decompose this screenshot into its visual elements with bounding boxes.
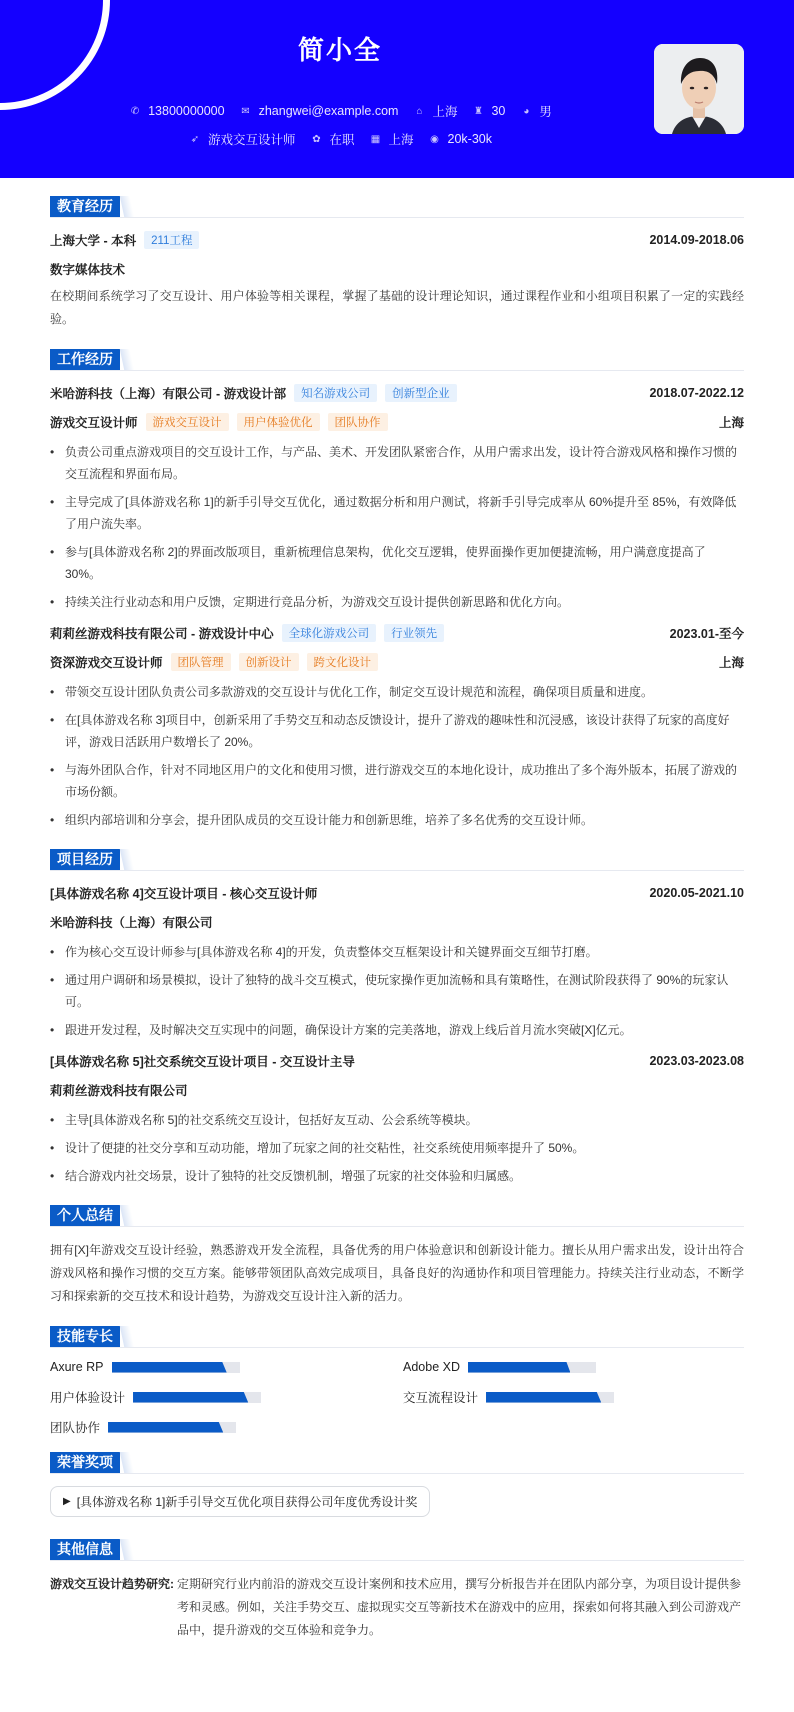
skill-progress-bar: [108, 1422, 236, 1433]
cake-icon: ♜: [473, 105, 483, 117]
mail-icon: ✉: [241, 105, 250, 117]
job-date: 2023.01-至今: [669, 627, 744, 641]
project-name: [具体游戏名称 4]交互设计项目 - 核心交互设计师: [50, 887, 318, 901]
skill-item: [403, 1390, 733, 1404]
age-item: ♜ 30: [471, 104, 505, 118]
skill-progress-fill: [486, 1392, 601, 1403]
section-header: [50, 1452, 744, 1474]
skills-section: [50, 1326, 744, 1434]
section-title: 荣誉奖项: [50, 1452, 120, 1473]
salary-icon: ◉: [430, 133, 439, 145]
section-title-decoration: [120, 1539, 134, 1560]
rocket-icon: ➶: [190, 133, 200, 145]
skill-progress-fill: [108, 1422, 223, 1433]
skills-grid: [50, 1360, 744, 1434]
project-header-row: [50, 1051, 744, 1071]
project-bullets: [50, 1109, 744, 1187]
position-title: 资深游戏交互设计师: [50, 656, 163, 670]
skill-progress-bar: [133, 1392, 261, 1403]
section-title: 教育经历: [50, 196, 120, 217]
list-item: • 通过用户调研和场景模拟，设计了独特的战斗交互模式，使玩家操作更加流畅和具有策略性，在测试阶段获得了 90%的玩家认可。: [50, 969, 744, 1013]
status-icon: ✿: [312, 133, 321, 145]
list-item: • 参与[具体游戏名称 2]的界面改版项目，重新梳理信息架构，优化交互逻辑，使界面操作更加便捷流畅，用户满意度提高了 30%。: [50, 541, 744, 585]
list-item: • 负责公司重点游戏项目的交互设计工作，与产品、美术、开发团队紧密合作，从用户需求出发，设计符合游戏风格和操作习惯的交互流程和界面布局。: [50, 441, 744, 485]
section-header: [50, 1539, 744, 1561]
residence-item: ⌂ 上海: [412, 102, 457, 120]
summary-text: 拥有[X]年游戏交互设计经验，熟悉游戏开发全流程，具备优秀的用户体验意识和创新设计能力。擅长从用户需求出发，设计出符合游戏风格和操作习惯的交互方案。能够带领团队高效完成项目，具备良好的沟通协作和项目管理能力。持续关注行业动态，不断学习和探索新的交互技术和设计趋势，为游戏交互设计注入新的活力。: [50, 1243, 744, 1303]
email-item[interactable]: ✉ zhangwei@example.com: [239, 104, 399, 118]
job-company-row: [50, 623, 744, 643]
job-position-row: [50, 412, 744, 432]
gender-item: ◕ 男: [519, 102, 552, 120]
target-position-item: ➶ 游戏交互设计师: [188, 130, 296, 148]
company-name: 莉莉丝游戏科技有限公司 - 游戏设计中心: [50, 627, 274, 641]
skill-progress-bar: [486, 1392, 614, 1403]
project-name: [具体游戏名称 5]社交系统交互设计项目 - 交互设计主导: [50, 1055, 355, 1069]
job-location: 上海: [718, 416, 744, 430]
job-company-row: [50, 383, 744, 403]
award-item[interactable]: [50, 1486, 430, 1517]
skill-name: Adobe XD: [403, 1360, 460, 1374]
section-header: [50, 849, 744, 871]
position-title: 游戏交互设计师: [50, 416, 138, 430]
section-title-decoration: [120, 1326, 134, 1347]
job-bullets: [50, 441, 744, 613]
skill-item: [50, 1420, 403, 1434]
project-company: 莉莉丝游戏科技有限公司: [50, 1084, 188, 1098]
company-tag: 创新型企业: [385, 384, 457, 402]
section-title: 个人总结: [50, 1205, 120, 1226]
list-item: • 结合游戏内社交场景，设计了独特的社交反馈机制，增强了玩家的社交体验和归属感。: [50, 1165, 744, 1187]
project-entry: [50, 1051, 744, 1187]
section-header: [50, 1205, 744, 1227]
company-name: 米哈游科技（上海）有限公司 - 游戏设计部: [50, 387, 287, 401]
list-item: • 在[具体游戏名称 3]项目中，创新采用了手势交互和动态反馈设计，提升了游戏的趣味性和沉浸感，该设计获得了玩家的高度好评，游戏日活跃用户数增长了 20%。: [50, 709, 744, 753]
work-section: [50, 349, 744, 831]
summary-section: [50, 1205, 744, 1308]
avatar-portrait-icon: [654, 44, 744, 134]
company-tag: 知名游戏公司: [294, 384, 377, 402]
list-item: • 设计了便捷的社交分享和互动功能，增加了玩家之间的社交粘性，社交系统使用频率提升了 50%。: [50, 1137, 744, 1159]
list-item: • 组织内部培训和分享会，提升团队成员的交互设计能力和创新思维，培养了多名优秀的交互设计师。: [50, 809, 744, 831]
candidate-name: 简小全: [297, 35, 382, 65]
resume-body: [0, 196, 794, 1648]
skill-item: [50, 1360, 403, 1374]
list-item: • 主导完成了[具体游戏名称 1]的新手引导交互优化，通过数据分析和用户测试，将新手引导完成率从 60%提升至 85%，有效降低了用户流失率。: [50, 491, 744, 535]
skill-progress-fill: [112, 1362, 227, 1373]
skill-name: 用户体验设计: [50, 1391, 126, 1405]
list-item: • 主导[具体游戏名称 5]的社交系统交互设计，包括好友互动、公会系统等模块。: [50, 1109, 744, 1131]
avatar: [654, 44, 744, 134]
skill-tag: 用户体验优化: [237, 413, 320, 431]
target-city-item: ▦ 上海: [369, 130, 414, 148]
skill-name: 团队协作: [50, 1421, 101, 1435]
project-company-row: [50, 1080, 744, 1100]
list-item: • 持续关注行业动态和用户反馈，定期进行竞品分析，为游戏交互设计提供创新思路和优化方向。: [50, 591, 744, 613]
project-company: 米哈游科技（上海）有限公司: [50, 916, 213, 930]
skill-item: [403, 1360, 733, 1374]
section-title-decoration: [120, 1452, 134, 1473]
salary-item: ◉ 20k-30k: [428, 132, 492, 146]
education-header-row: [50, 230, 744, 250]
job-location: 上海: [718, 656, 744, 670]
job-status-item: ✿ 在职: [310, 130, 355, 148]
section-title-decoration: [120, 349, 134, 370]
section-title-decoration: [120, 1205, 134, 1226]
education-section: [50, 196, 744, 331]
job-intent-row: [0, 130, 680, 148]
list-item: • 与海外团队合作，针对不同地区用户的文化和使用习惯，进行游戏交互的本地化设计，成功推出了多个海外版本，拓展了游戏的市场份额。: [50, 759, 744, 803]
skill-progress-bar: [468, 1362, 596, 1373]
other-info-item: [50, 1573, 744, 1642]
skill-tag: 游戏交互设计: [146, 413, 229, 431]
skill-tag: 跨文化设计: [307, 653, 379, 671]
job-entry: [50, 383, 744, 613]
job-bullets: [50, 681, 744, 831]
other-section: [50, 1539, 744, 1642]
education-description: 在校期间系统学习了交互设计、用户体验等相关课程，掌握了基础的设计理论知识，通过课程作业和小组项目积累了一定的实践经验。: [50, 289, 744, 326]
building-icon: ▦: [370, 133, 381, 145]
phone-item: ✆ 13800000000: [128, 104, 224, 118]
school-tag: 211工程: [144, 231, 199, 249]
company-tag: 行业领先: [384, 624, 444, 642]
contact-info-row: [0, 102, 680, 120]
project-header-row: [50, 883, 744, 903]
skill-tag: 创新设计: [239, 653, 299, 671]
project-bullets: [50, 941, 744, 1041]
project-company-row: [50, 912, 744, 932]
project-entry: [50, 883, 744, 1041]
skill-name: 交互流程设计: [403, 1391, 479, 1405]
award-text: [具体游戏名称 1]新手引导交互优化项目获得公司年度优秀设计奖: [76, 1495, 418, 1509]
resume-header: [0, 0, 794, 178]
education-date: 2014.09-2018.06: [649, 233, 744, 247]
section-title: 项目经历: [50, 849, 120, 870]
project-date: 2023.03-2023.08: [649, 1054, 744, 1068]
major: 数字媒体技术: [50, 263, 126, 277]
job-date: 2018.07-2022.12: [649, 386, 744, 400]
school-name: 上海大学 - 本科: [50, 234, 137, 248]
other-info-key: 游戏交互设计趋势研究:: [50, 1577, 174, 1591]
company-tag: 全球化游戏公司: [282, 624, 377, 642]
expand-triangle-icon: ▶: [63, 1496, 71, 1507]
job-entry: [50, 623, 744, 831]
projects-section: [50, 849, 744, 1187]
skill-item: [50, 1390, 403, 1404]
section-title-decoration: [120, 849, 134, 870]
home-icon: ⌂: [416, 105, 423, 117]
skill-progress-fill: [133, 1392, 248, 1403]
skill-progress-fill: [468, 1362, 570, 1373]
section-title: 其他信息: [50, 1539, 120, 1560]
section-header: [50, 1326, 744, 1348]
section-title: 工作经历: [50, 349, 120, 370]
section-title-decoration: [120, 196, 134, 217]
awards-section: [50, 1452, 744, 1521]
skill-progress-bar: [112, 1362, 240, 1373]
project-date: 2020.05-2021.10: [649, 886, 744, 900]
skill-name: Axure RP: [50, 1360, 104, 1374]
skill-tag: 团队协作: [328, 413, 388, 431]
skill-tag: 团队管理: [171, 653, 231, 671]
section-title: 技能专长: [50, 1326, 120, 1347]
section-header: [50, 349, 744, 371]
list-item: • 作为核心交互设计师参与[具体游戏名称 4]的开发，负责整体交互框架设计和关键界面交互细节打磨。: [50, 941, 744, 963]
section-header: [50, 196, 744, 218]
list-item: • 带领交互设计团队负责公司多款游戏的交互设计与优化工作，制定交互设计规范和流程，确保项目质量和进度。: [50, 681, 744, 703]
phone-icon: ✆: [130, 105, 140, 117]
gender-icon: ◕: [523, 105, 530, 117]
major-row: [50, 259, 744, 279]
list-item: • 跟进开发过程，及时解决交互实现中的问题，确保设计方案的完美落地，游戏上线后首月流水突破[X]亿元。: [50, 1019, 744, 1041]
job-position-row: [50, 652, 744, 672]
other-info-value: 定期研究行业内前沿的游戏交互设计案例和技术应用，撰写分析报告并在团队内部分享，为项目设计提供参考和灵感。例如，关注手势交互、虚拟现实交互等新技术在游戏中的应用，探索如何将其融入到公司游戏产品中，提升游戏的交互体验和竞争力。: [177, 1577, 742, 1637]
